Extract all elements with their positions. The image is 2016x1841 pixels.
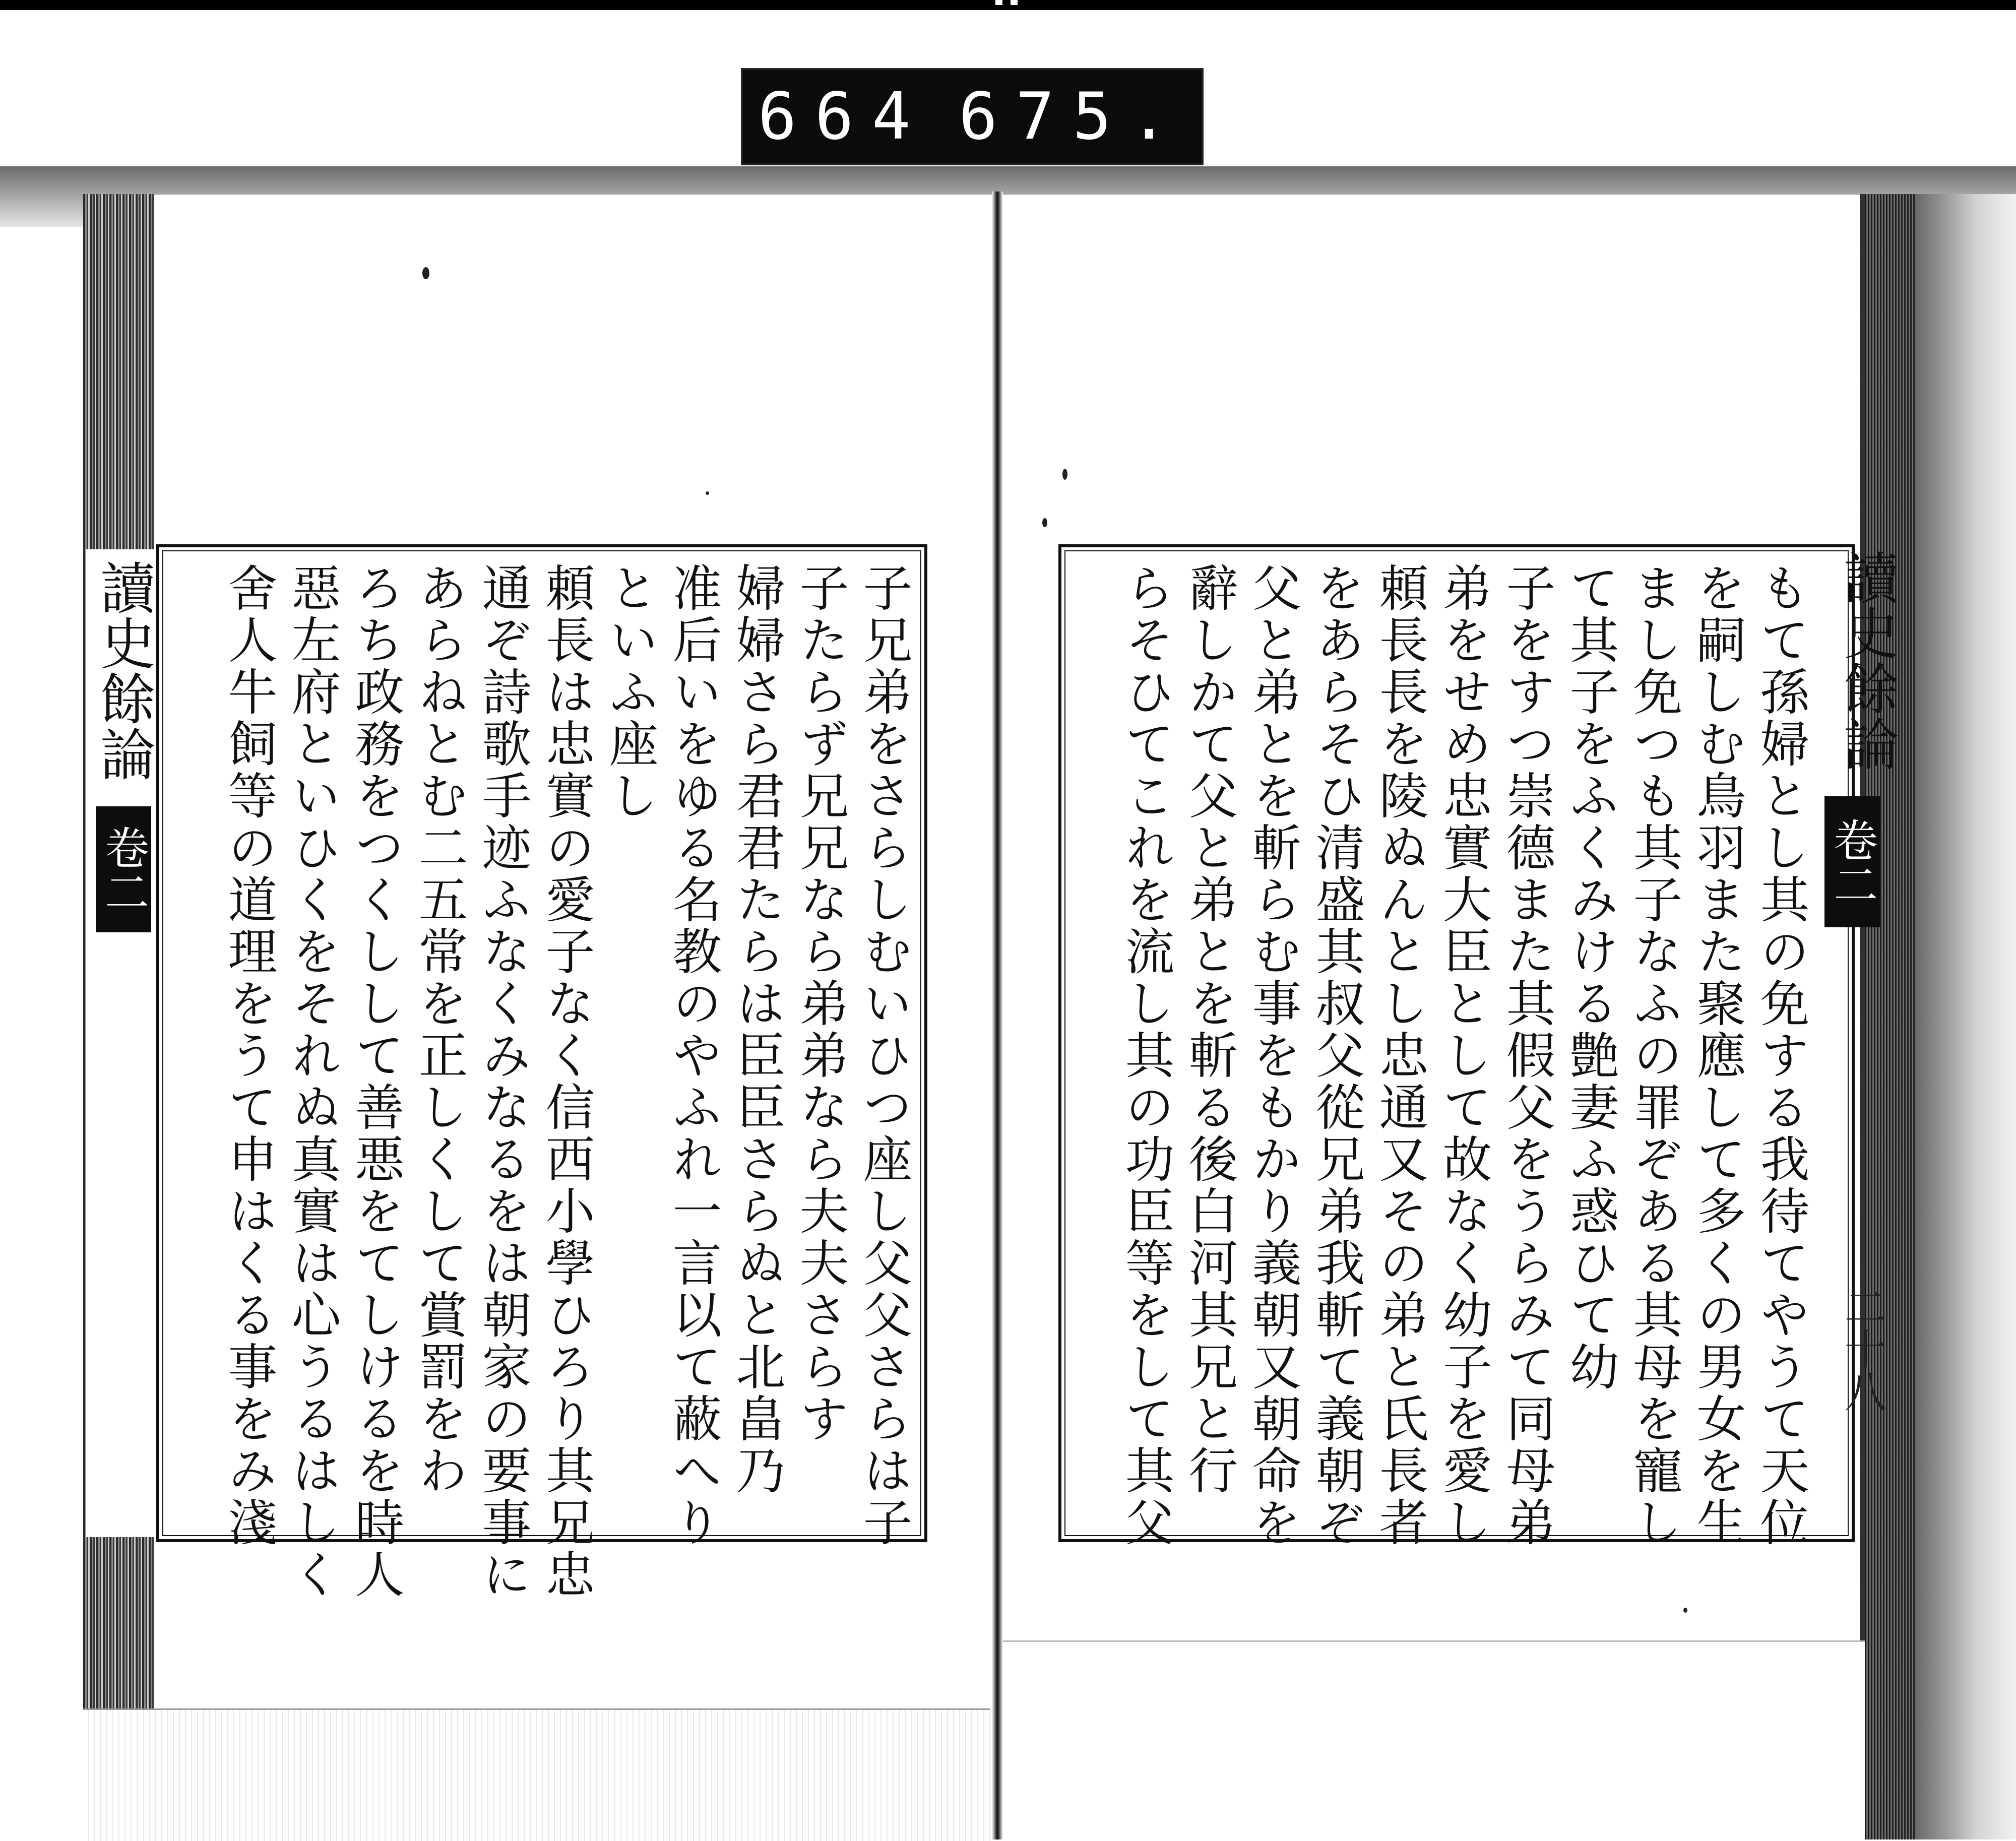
left-column-8: あらねとむ二五常を正しくして賞罰をわ bbox=[410, 562, 468, 1497]
left-page-bottom-margin bbox=[83, 1708, 990, 1841]
right-column-7: 頼長長を陵ぬんとし忠通又その弟と氏長者 bbox=[1371, 562, 1428, 1549]
right-page-number: 二十八 bbox=[1838, 1285, 1887, 1412]
right-page-spine bbox=[1819, 549, 1899, 1537]
right-column-3: まし免つも其子なふの罪ぞある其母を寵し bbox=[1625, 562, 1682, 1549]
left-volume-tab: 卷二 bbox=[96, 806, 151, 932]
right-column-2: を嗣しむ鳥羽また聚應して多くの男女を生 bbox=[1688, 562, 1746, 1549]
scan-speck bbox=[1062, 469, 1067, 480]
left-page-spine bbox=[86, 549, 158, 1537]
right-text-block bbox=[1058, 544, 1855, 1549]
left-column-3: 婦婦さら君君たらは臣臣さらぬと北畠乃 bbox=[728, 562, 785, 1497]
right-column-4: て其子をふくみける艶妻ふ惑ひて幼 bbox=[1561, 562, 1619, 1393]
left-column-4: 准后いをゆる名教のやふれ一言以て蔽へり bbox=[664, 562, 722, 1549]
left-spine-title: 讀史餘論 bbox=[91, 559, 156, 781]
scanner-frame-top bbox=[0, 0, 2016, 10]
left-text-block bbox=[156, 544, 927, 1601]
frame-notch bbox=[1011, 0, 1018, 5]
left-column-5: といふ座し bbox=[601, 562, 658, 822]
right-column-5: 子をすつ崇德また其假父をうらみて同母弟 bbox=[1498, 562, 1555, 1549]
right-column-6: 弟をせめ忠實大臣として故なく幼子を愛し bbox=[1434, 562, 1492, 1549]
right-page-bottom-margin bbox=[1003, 1640, 1865, 1841]
right-spine-title: 讀史餘論 bbox=[1835, 549, 1899, 771]
left-column-2: 子たらず兄兄なら弟弟なら夫夫さらす bbox=[791, 562, 849, 1445]
scan-speck bbox=[1683, 1608, 1687, 1613]
left-column-7: 通ぞ詩歌手迹ふなくみなるをは朝家の要事に bbox=[474, 562, 531, 1601]
right-column-8: をあらそひ清盛其叔父從兄弟我斬て義朝ぞ bbox=[1307, 562, 1365, 1549]
left-column-1: 子兄弟をさらしむいひつ座し父父さらは子 bbox=[855, 562, 912, 1549]
left-column-9: ろち政務をつくしして善悪をてしけるを時人 bbox=[347, 562, 404, 1601]
plate-right-number: 675. bbox=[959, 79, 1187, 154]
frame-notch bbox=[995, 0, 1002, 5]
left-column-11: 舍人牛飼等の道理をうて申はくる事をみ淺 bbox=[220, 562, 277, 1549]
left-column-10: 惡左府といひくをそれぬ真實は心うるはしく bbox=[283, 562, 341, 1601]
right-volume-tab: 卷二 bbox=[1824, 796, 1880, 927]
left-column-6: 頼長は忠實の愛子なく信西小學ひろり其兄忠 bbox=[537, 562, 595, 1601]
scan-speck bbox=[706, 491, 709, 495]
book-gutter bbox=[992, 192, 1003, 1839]
scan-speck bbox=[422, 267, 429, 279]
catalog-number-plate bbox=[741, 68, 1204, 165]
right-column-10: 辭しかて父と弟とを斬る後白河其兄と行 bbox=[1180, 562, 1238, 1497]
plate-left-number: 664 bbox=[758, 79, 929, 154]
right-column-11: らそひてこれを流し其の功臣等をして其父 bbox=[1117, 562, 1174, 1549]
right-column-1: もて孫婦とし其の免する我待てやうて天位 bbox=[1752, 562, 1809, 1549]
right-column-9: 父と弟とを斬らむ事をもかり義朝又朝命を bbox=[1244, 562, 1301, 1549]
scan-speck bbox=[1042, 518, 1047, 527]
